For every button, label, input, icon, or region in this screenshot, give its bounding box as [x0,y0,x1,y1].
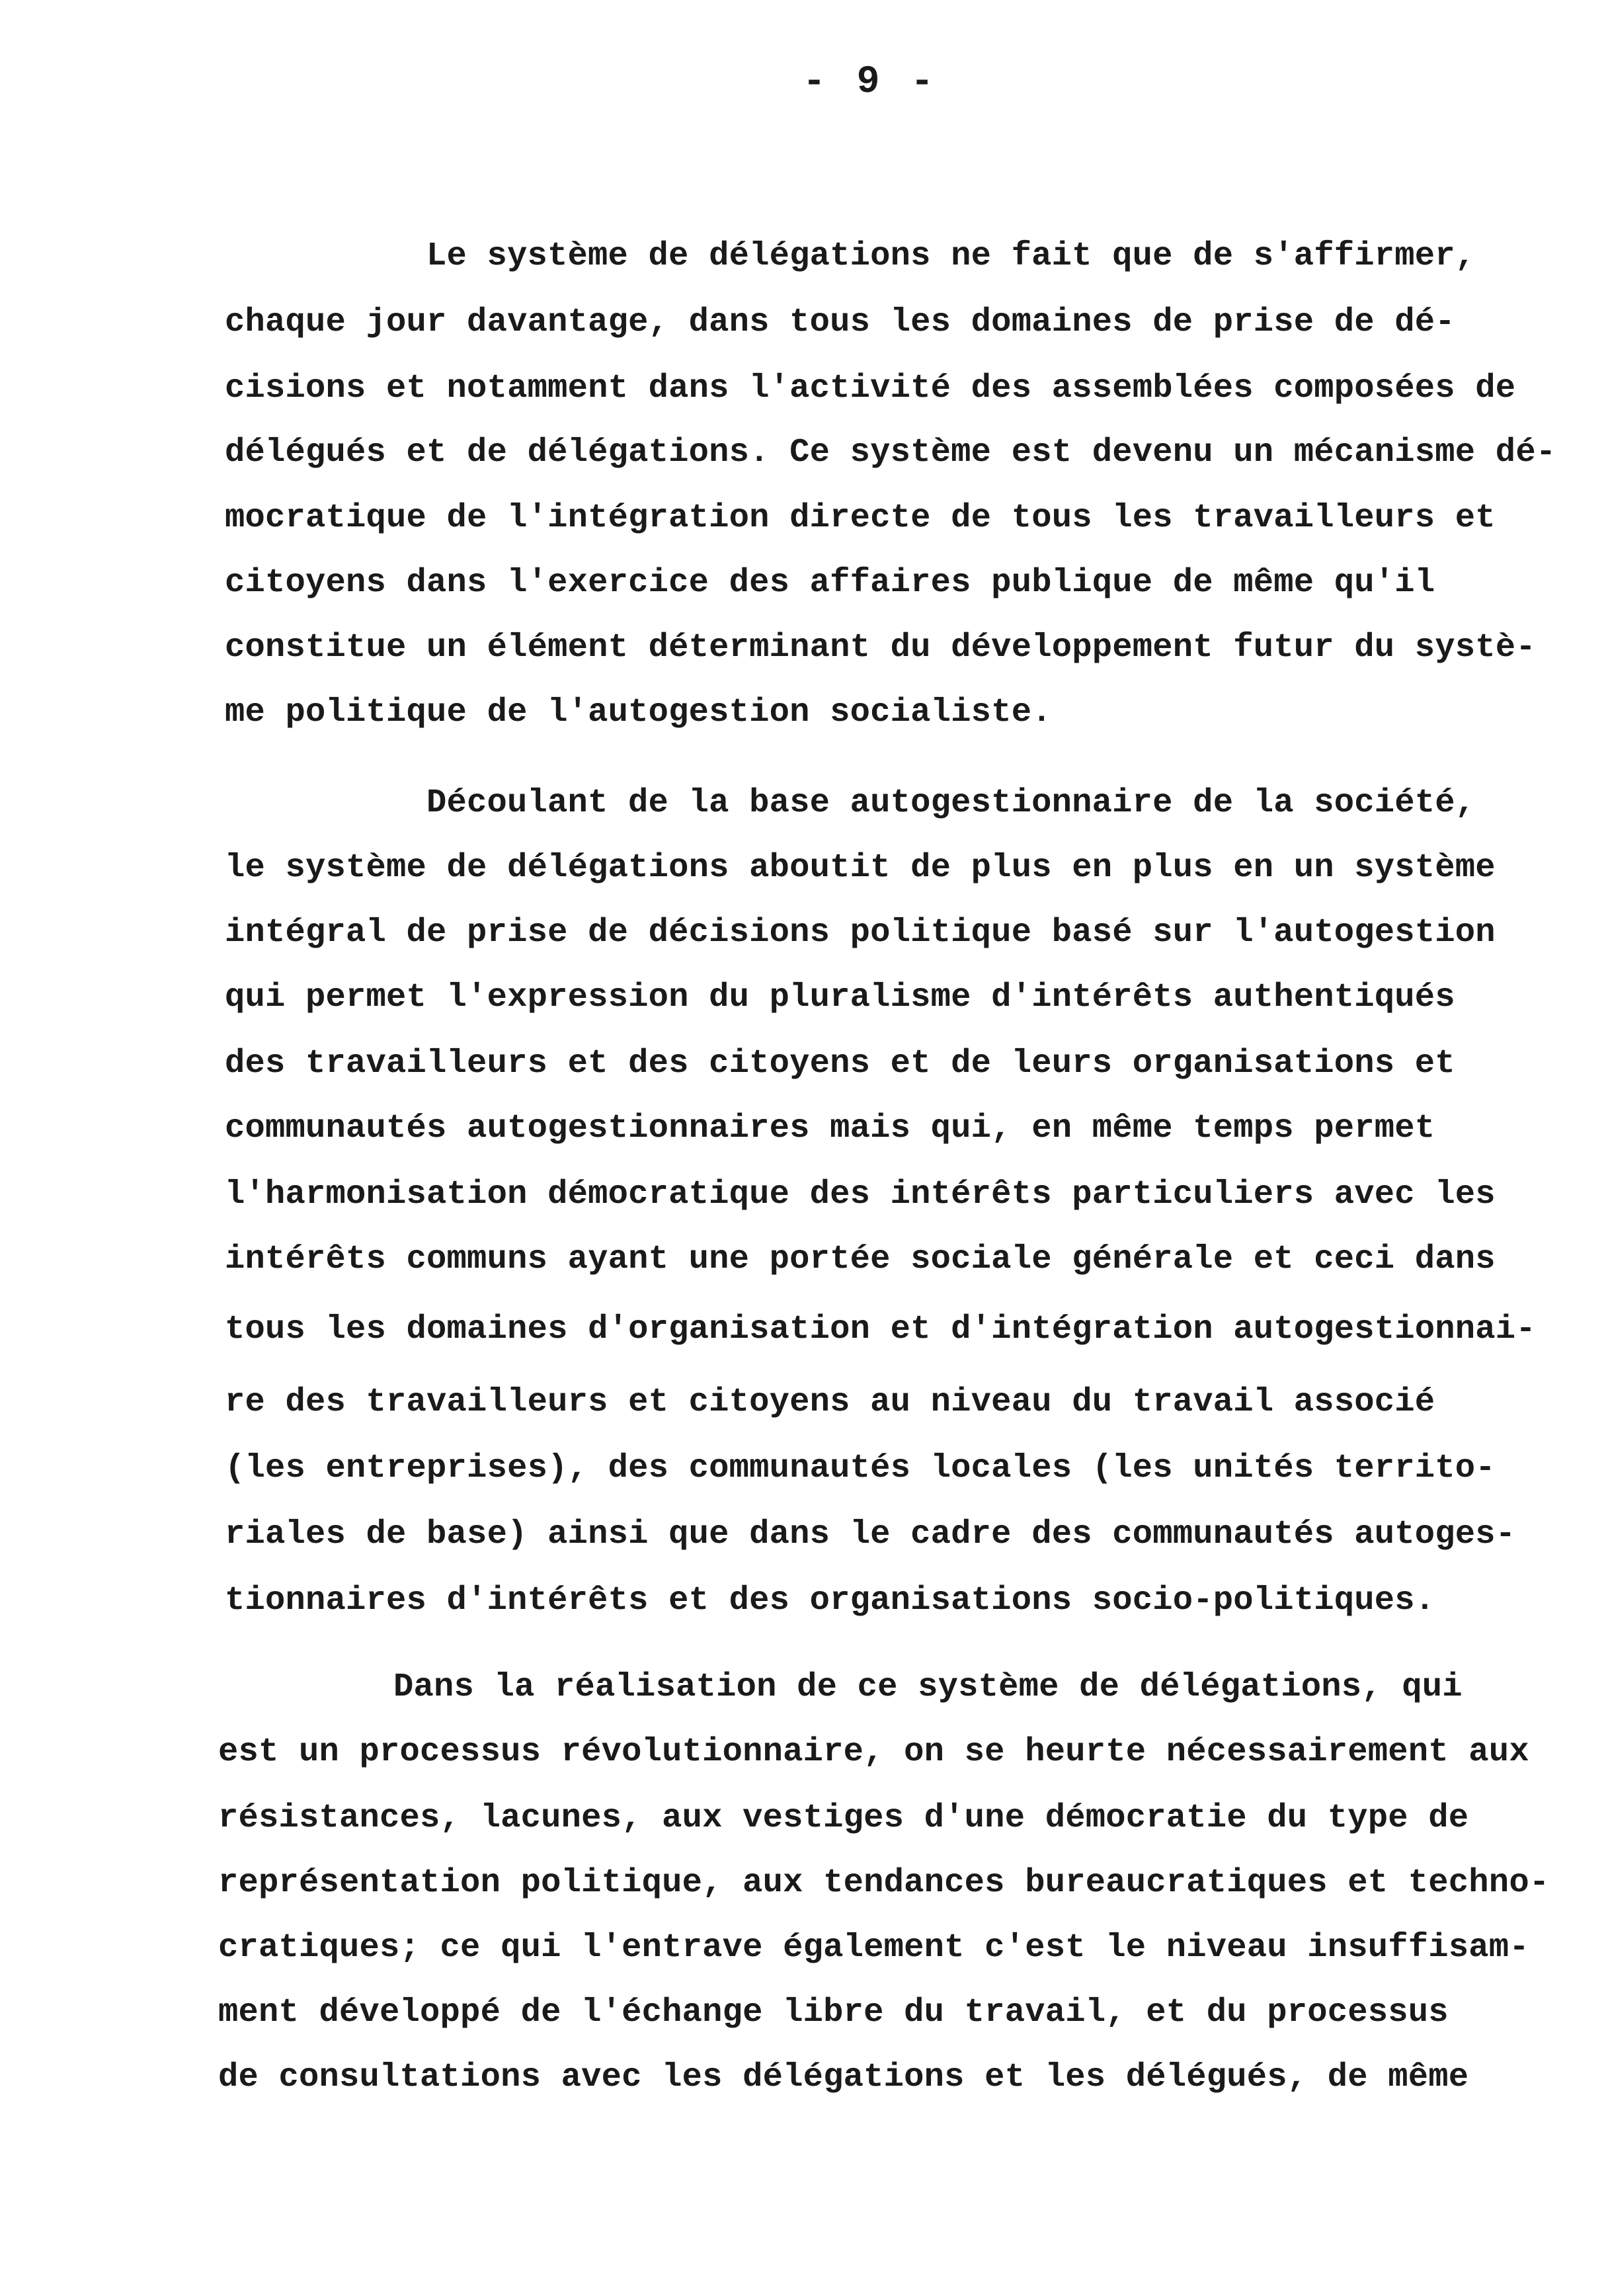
text-line: des travailleurs et des citoyens et de leurs organisations et [225,1045,1455,1083]
text-line: tous les domaines d'organisation et d'intégration autogestionnai- [225,1311,1536,1348]
text-line: est un processus révolutionnaire, on se heurte nécessairement aux [218,1733,1529,1771]
text-line: citoyens dans l'exercice des affaires publique de même qu'il [225,564,1435,602]
text-line: cisions et notamment dans l'activité des assemblées composées de [225,370,1516,407]
text-line: Le système de délégations ne fait que de s'affirmer, [426,237,1476,275]
text-line: tionnaires d'intérêts et des organisations socio-politiques. [225,1582,1435,1620]
text-line: (les entreprises), des communautés locales (les unités territo- [225,1450,1496,1487]
text-line: chaque jour davantage, dans tous les domaines de prise de dé- [225,304,1455,341]
text-line: résistances, lacunes, aux vestiges d'une démocratie du type de [218,1799,1469,1837]
text-line: cratiques; ce qui l'entrave également c'est le niveau insuffisam- [218,1929,1529,1967]
text-line: l'harmonisation démocratique des intérêts particuliers avec les [225,1176,1496,1213]
text-line: mocratique de l'intégration directe de tous les travailleurs et [225,499,1496,537]
text-line: représentation politique, aux tendances bureaucratiques et techno- [218,1864,1550,1902]
text-line: me politique de l'autogestion socialiste. [225,694,1052,731]
text-line: de consultations avec les délégations et les délégués, de même [218,2059,1469,2096]
text-line: intérêts communs ayant une portée sociale générale et ceci dans [225,1241,1496,1278]
text-line: communautés autogestionnaires mais qui, en même temps permet [225,1110,1435,1147]
text-line: délégués et de délégations. Ce système est devenu un mécanisme dé- [225,434,1556,472]
text-line: riales de base) ainsi que dans le cadre des communautés autoges- [225,1516,1516,1553]
text-line: constitue un élément déterminant du développement futur du systè- [225,629,1536,667]
text-line: le système de délégations aboutit de plus en plus en un système [225,849,1496,887]
text-line: ment développé de l'échange libre du travail, et du processus [218,1994,1449,2031]
text-line: Découlant de la base autogestionnaire de la société, [426,784,1476,822]
text-line: intégral de prise de décisions politique basé sur l'autogestion [225,914,1496,952]
page-number: - 9 - [802,61,938,104]
text-line: Dans la réalisation de ce système de délégations, qui [393,1668,1463,1706]
text-line: qui permet l'expression du pluralisme d'intérêts authentiqués [225,979,1455,1016]
text-line: re des travailleurs et citoyens au niveau du travail associé [225,1383,1435,1421]
